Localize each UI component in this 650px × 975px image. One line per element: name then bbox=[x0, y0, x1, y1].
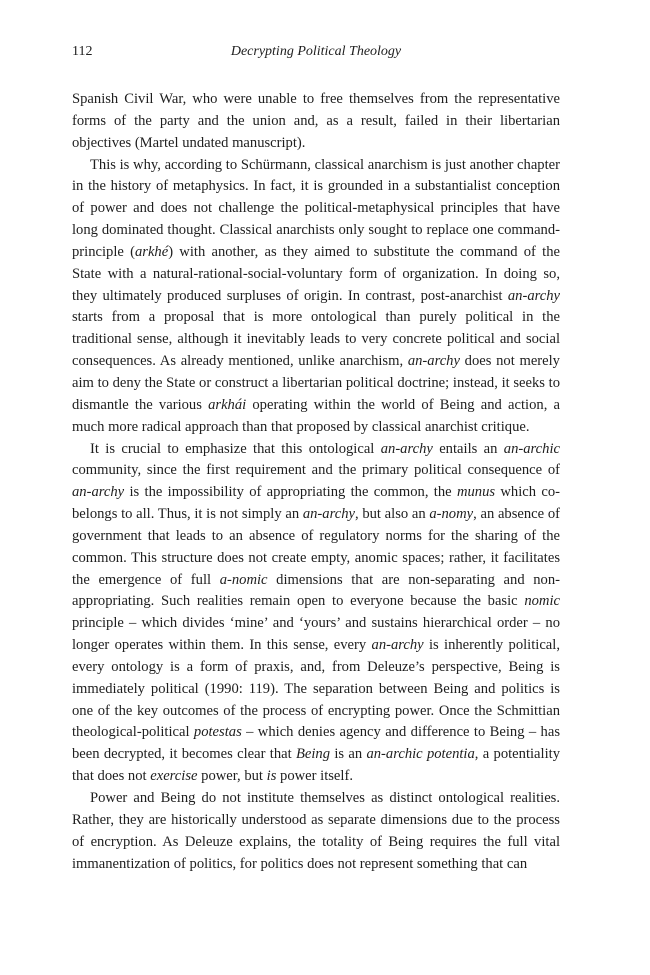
text-run: ) with another, as they aimed to substitute the command of the State with a natural-rational-social-voluntary form of organization. In doing so, they ultimately produced surpluses of origin. In contrast, post-anarchist bbox=[72, 243, 560, 304]
text-run: community, since the first requirement and the primary political consequence of bbox=[72, 462, 560, 479]
text-run: does not merely aim to deny the State or construct a libertarian political doctrine; instead, it seeks to dismantle the various bbox=[72, 353, 560, 413]
text-run: operating within the world of Being and action, a much more radical approach than that proposed by classical anarchist critique. bbox=[72, 396, 560, 435]
text-run: is inherently political, every ontology is a form of praxis, and, from Deleuze’s perspective, Being is immediately political (1990: 119). The separation between Being and politics is one of the key outcomes of the process of encrypting power. Once the Schmittian theological-political bbox=[72, 637, 560, 741]
italic-run: a-nomy bbox=[429, 506, 474, 523]
running-title: Decrypting Political Theology bbox=[230, 44, 402, 59]
paragraph bbox=[72, 788, 560, 875]
text-run: principle – which divides ‘mine’ and ‘yours’ and sustains hierarchical order – no longer operates within them. In this sense, every bbox=[72, 615, 560, 654]
italic-run: potestas bbox=[193, 724, 242, 741]
text-run: is the impossibility of appropriating the common, the bbox=[124, 484, 457, 501]
page-header bbox=[72, 44, 560, 66]
page-number: 112 bbox=[72, 44, 93, 59]
italic-run: an-archy bbox=[407, 353, 460, 370]
text-run: , a potentiality that does not bbox=[72, 746, 560, 785]
text-run: It is crucial to emphasize that this ontological bbox=[90, 440, 381, 457]
italic-run: an-archy bbox=[302, 506, 355, 523]
text-run: dimensions that are non-separating and non-appropriating. Such realities remain open to everyone because the basic bbox=[72, 571, 560, 610]
italic-run: an-archic potentia bbox=[366, 746, 475, 763]
body-text bbox=[72, 89, 560, 875]
text-run: entails an bbox=[432, 440, 504, 457]
italic-run: is bbox=[266, 768, 277, 785]
italic-run: munus bbox=[456, 484, 496, 501]
text-run: which co-belongs to all. Thus, it is not simply an bbox=[72, 484, 560, 523]
text-run: is an bbox=[330, 746, 367, 763]
text-run: Spanish Civil War, who were unable to free themselves from the representative forms of the party and the union and, as a result, failed in their libertarian objectives (Martel undated manuscript). bbox=[72, 91, 560, 151]
text-run: power, but bbox=[197, 768, 267, 785]
text-run: power itself. bbox=[276, 768, 353, 785]
text-run: – which denies agency and difference to Being – has been decrypted, it becomes clear that bbox=[72, 724, 560, 763]
text-run: starts from a proposal that is more ontological than purely political in the traditional sense, although it inevitably leads to very concrete political and social consequences. As already mentioned, unlike anarchism, bbox=[72, 309, 560, 370]
italic-run: an-archy bbox=[380, 440, 433, 457]
italic-run: an-archic bbox=[503, 440, 560, 457]
paragraph bbox=[72, 439, 560, 789]
italic-run: arkhé bbox=[134, 243, 169, 260]
italic-run: an-archy bbox=[371, 637, 424, 654]
text-run: , an absence of government that leads to an absence of regulatory norms for the sharing of the common. This structure does not create empty, anomic spaces; rather, it facilitates the emergence of full bbox=[72, 506, 560, 588]
paragraph bbox=[72, 155, 560, 439]
text-run: Power and Being do not institute themselves as distinct ontological realities. Rather, they are historically understood as separate dimensions due to the process of encryption. As Deleuze explains, the totality of Being requires the full vital immanentization of politics, for politics does not represent something that can bbox=[72, 790, 560, 872]
italic-run: an-archy bbox=[507, 287, 560, 304]
text-run: , but also an bbox=[354, 506, 430, 523]
italic-run: an-archy bbox=[72, 484, 125, 501]
text-run: This is why, according to Schürmann, classical anarchism is just another chapter in the history of metaphysics. In fact, it is grounded in a substantialist conception of power and does not challenge the political-metaphysical principles that have long dominated thought. Classical anarchists only sought to replace one command-principle ( bbox=[72, 156, 560, 260]
italic-run: a-nomic bbox=[219, 571, 268, 588]
italic-run: nomic bbox=[524, 593, 560, 610]
italic-run: exercise bbox=[150, 768, 198, 785]
italic-run: Being bbox=[295, 746, 331, 763]
italic-run: arkhái bbox=[208, 396, 247, 413]
paragraph bbox=[72, 89, 560, 155]
